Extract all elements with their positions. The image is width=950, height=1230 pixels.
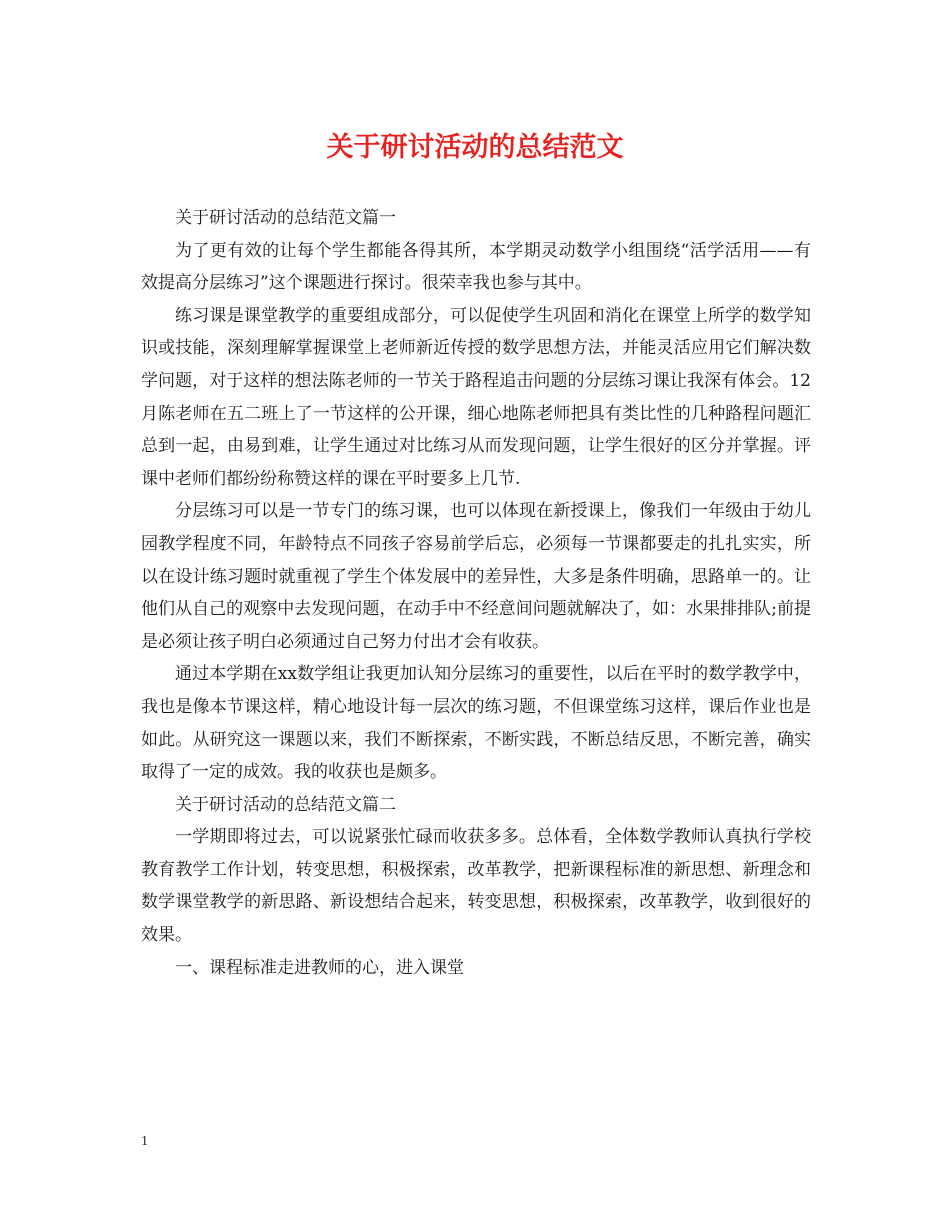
document-title: 关于研讨活动的总结范文: [326, 132, 624, 163]
section-heading-1: 关于研讨活动的总结范文篇一: [175, 208, 396, 228]
paragraph: 一学期即将过去，可以说紧张忙碌而收获多多。总体看，全体数学教师认真执行学校教育教学工作计划，转变思想，积极探索，改革教学，把新课程标准的新思想、新理念和数学课堂教学的新思路、新设想结合起来，转变思想，积极探索，改革教学，收到很好的效果。: [141, 827, 811, 946]
paragraph: 为了更有效的让每个学生都能各得其所，本学期灵动数学小组围绕“活学活用——有效提高分层练习”这个课题进行探讨。很荣幸我也参与其中。: [141, 240, 811, 294]
subsection-heading: 一、课程标准走进教师的心，进入课堂: [175, 957, 464, 978]
paragraph: 练习课是课堂教学的重要组成部分，可以促使学生巩固和消化在课堂上所学的数学知识或技能，深刻理解掌握课堂上老师新近传授的数学思想方法，并能灵活应用它们解决数学问题，对于这样的想法陈老师的一节关于路程追击问题的分层练习课让我深有体会。12月陈老师在五二班上了一节这样的公开课，细心地陈老师把具有类比性的几种路程问题汇总到一起，由易到难，让学生通过对比练习从而发现问题，让学生很好的区分并掌握。评课中老师们都纷纷称赞这样的课在平时要多上几节.: [141, 305, 811, 489]
paragraph: 分层练习可以是一节专门的练习课，也可以体现在新授课上，像我们一年级由于幼儿园教学程度不同，年龄特点不同孩子容易前学后忘，必须每一节课都要走的扎扎实实，所以在设计练习题时就重视了学生个体发展中的差异性，大多是条件明确，思路单一的。让他们从自己的观察中去发现问题，在动手中不经意间问题就解决了，如：水果排排队;前提是必须让孩子明白必须通过自己努力付出才会有收获。: [141, 501, 811, 652]
section-heading-2: 关于研讨活动的总结范文篇二: [175, 794, 396, 815]
document-body: [141, 202, 811, 984]
paragraph: 通过本学期在xx数学组让我更加认知分层练习的重要性，以后在平时的数学教学中，我也是像本节课这样，精心地设计每一层次的练习题，不但课堂练习这样，课后作业也是如此。从研究这一课题以来，我们不断探索，不断实践，不断总结反思，不断完善，确实取得了一定的成效。我的收获也是颇多。: [141, 664, 811, 783]
page-number: 1: [141, 1134, 148, 1149]
